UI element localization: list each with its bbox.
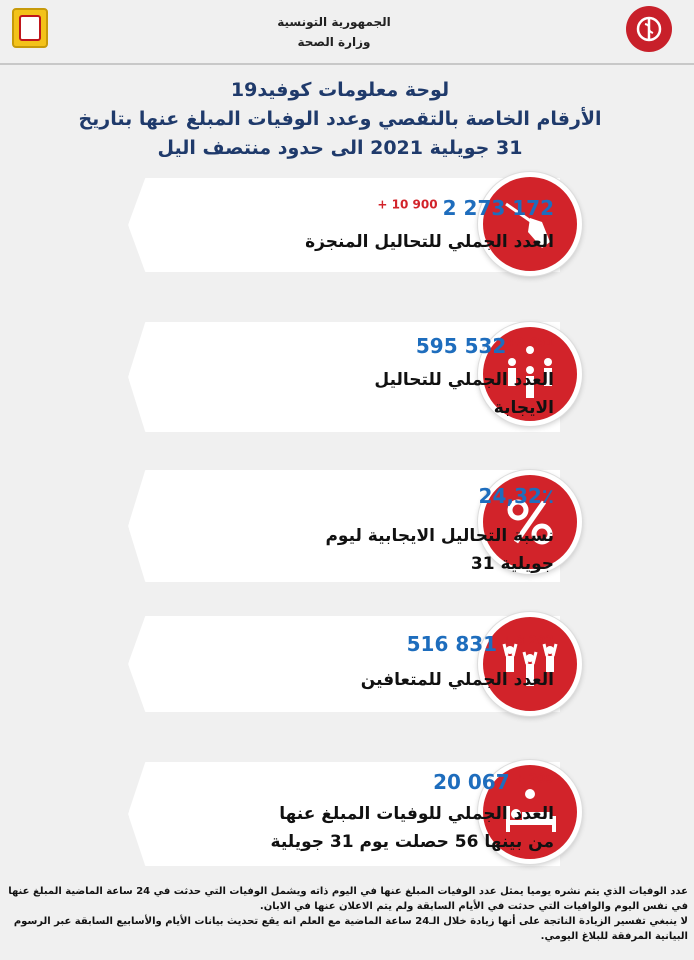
footer-note-1: عدد الوفيات الذي يتم نشره يوميا يمثل عدد الوفيات المبلغ عنها في اليوم ذاته ويشمل الوفيات التي حدثت في 24 ساعة الماضية المبلغ عنها في نفس اليوم والوافيات التي حدثت في الأيام السابقة ولم يتم الاعلان عنها في الابان. <box>8 886 688 912</box>
tunisia-emblem-icon <box>12 8 48 48</box>
deaths-label-line1: العدد الجملي للوفيات المبلغ عنها <box>279 804 554 824</box>
title-line-3: 31 جويلية 2021 الى حدود منتصف اليل <box>157 137 523 159</box>
deaths-value: 20 067 <box>433 770 510 794</box>
header <box>0 0 694 68</box>
recovered-content <box>361 632 554 694</box>
ministry-name <box>274 12 394 52</box>
recovered-delta: + 3 202 <box>502 633 554 648</box>
republic-label: الجمهورية التونسية <box>277 15 391 29</box>
positive-rate-value: 24,32٪ <box>478 484 554 508</box>
positive-tests-label-line2: الايجابة <box>493 398 554 418</box>
recovered-label: العدد الجملي للمتعافين <box>360 670 554 690</box>
deaths-content <box>271 770 554 856</box>
deaths-label-line2: من بينها 56 حصلت يوم 31 جويلية <box>270 832 554 852</box>
total-tests-label: العدد الجملي للتحاليل المنجزة <box>305 232 554 252</box>
positive-tests-content <box>374 334 554 422</box>
total-tests-delta: + 10 900 <box>377 197 438 212</box>
page-title <box>60 76 620 162</box>
deaths-delta: + 209 <box>514 771 554 786</box>
positive-rate-label-line1: نسبة التحاليل الايجابية ليوم <box>325 526 554 546</box>
positive-tests-label-line1: العدد الجملي للتحاليل <box>374 370 554 390</box>
header-divider <box>0 63 694 65</box>
positive-rate-label-line2: جويلية 31 <box>470 554 554 574</box>
health-ministry-logo-icon <box>626 6 672 52</box>
footer-note-2: لا ينبغي تفسير الزيادة الناتجة على أنها زيادة خلال الـ24 ساعة الماضية مع العلم انه يقع تحديث بيانات الأيام والأسابيع السابقة عبر الرسوم البيانية المرفقة للبلاغ اليومي. <box>13 916 688 942</box>
title-line-1: لوحة معلومات كوفيد19 <box>230 79 450 101</box>
recovered-value: 516 831 <box>406 632 498 656</box>
positive-tests-delta: +2 651 <box>506 335 554 350</box>
total-tests-content <box>305 196 554 256</box>
total-tests-value: 2 273 172 <box>442 196 554 220</box>
footer-notes <box>8 884 688 944</box>
positive-tests-value: 595 532 <box>415 334 507 358</box>
positive-rate-content <box>325 484 554 578</box>
ministry-label: وزارة الصحة <box>297 35 371 49</box>
title-line-2: الأرقام الخاصة بالتقصي وعدد الوفيات المبلغ عنها بتاريخ <box>78 108 602 130</box>
